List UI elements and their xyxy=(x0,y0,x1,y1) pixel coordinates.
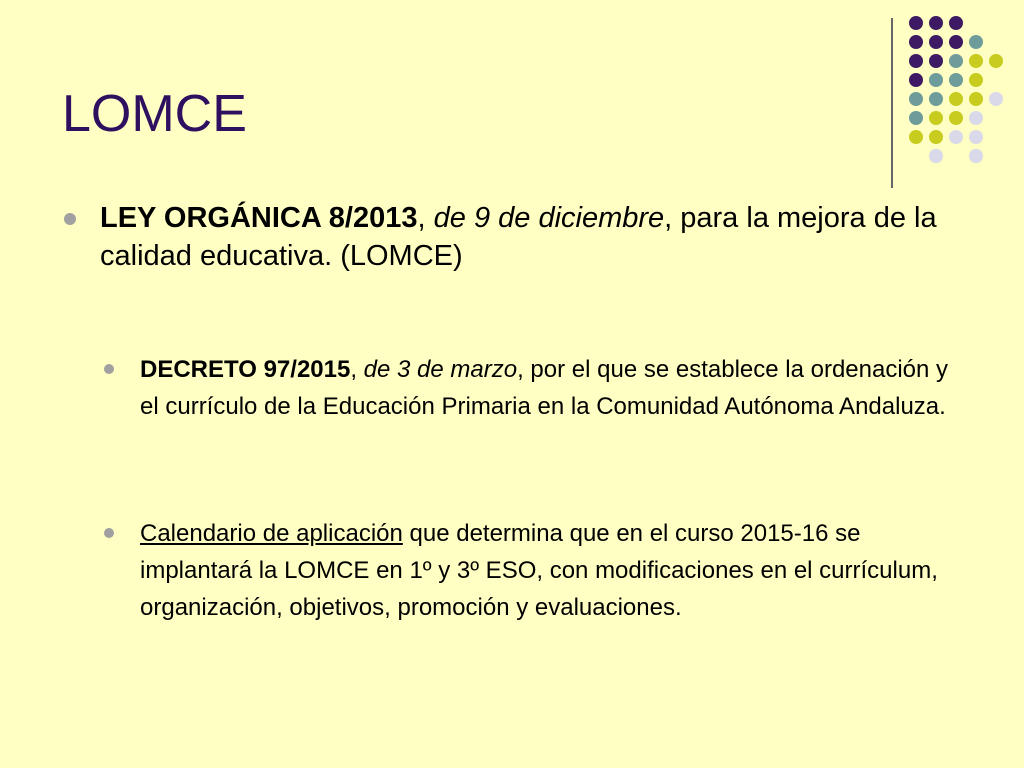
decree-name: DECRETO 97/2015 xyxy=(140,356,351,383)
decorative-dot xyxy=(949,130,963,144)
separator: , xyxy=(350,356,364,383)
decorative-dot xyxy=(909,54,923,68)
decorative-dot xyxy=(949,111,963,125)
decorative-dot xyxy=(969,54,983,68)
decorative-dot xyxy=(969,92,983,106)
decorative-dot xyxy=(969,149,983,163)
decorative-dot xyxy=(909,73,923,87)
separator: , xyxy=(417,202,434,234)
decorative-dot xyxy=(969,73,983,87)
decorative-dot xyxy=(949,35,963,49)
decorative-dot xyxy=(909,92,923,106)
law-name: LEY ORGÁNICA 8/2013 xyxy=(100,202,418,234)
decorative-dot xyxy=(949,54,963,68)
decorative-dot xyxy=(969,130,983,144)
decorative-dot xyxy=(909,16,923,30)
law-description: , para la mejora de la calidad educativa. (LOMCE) xyxy=(100,202,937,272)
decorative-dot xyxy=(989,92,1003,106)
decorative-dot xyxy=(929,130,943,144)
decorative-dot xyxy=(949,92,963,106)
decorative-dot xyxy=(929,73,943,87)
decorative-dot xyxy=(909,35,923,49)
bullet-marker xyxy=(104,364,114,374)
calendar-link-text: Calendario de aplicación xyxy=(140,520,403,547)
decorative-dot xyxy=(969,111,983,125)
decorative-dot xyxy=(989,54,1003,68)
decorative-dot xyxy=(929,111,943,125)
law-date: de 9 de diciembre xyxy=(433,202,665,234)
slide-title: LOMCE xyxy=(62,85,247,143)
decorative-dot xyxy=(949,16,963,30)
decorative-dot xyxy=(909,111,923,125)
decree-date: de 3 de marzo xyxy=(363,356,518,383)
calendar-description: que determina que en el curso 2015-16 se implantará la LOMCE en 1º y 3º ESO, con modificaciones en el currículum, organización, objetivos, promoción y evaluaciones. xyxy=(140,520,938,621)
decorative-dot xyxy=(929,54,943,68)
decree-description: , por el que se establece la ordenación y el currículo de la Educación Primaria en la Comunidad Autónoma Andaluza. xyxy=(140,356,949,420)
bullet-calendario xyxy=(140,515,960,626)
decorative-dot xyxy=(929,92,943,106)
bullet-marker xyxy=(64,213,76,225)
decorative-dot xyxy=(969,35,983,49)
decorative-dot-grid xyxy=(0,0,1024,200)
decorative-dot xyxy=(949,73,963,87)
bullet-marker xyxy=(104,528,114,538)
decorative-dot xyxy=(929,35,943,49)
decorative-dot xyxy=(929,149,943,163)
bullet-ley-organica xyxy=(100,199,980,275)
bullet-decreto xyxy=(140,351,960,425)
decorative-dot xyxy=(909,130,923,144)
decorative-dot xyxy=(929,16,943,30)
